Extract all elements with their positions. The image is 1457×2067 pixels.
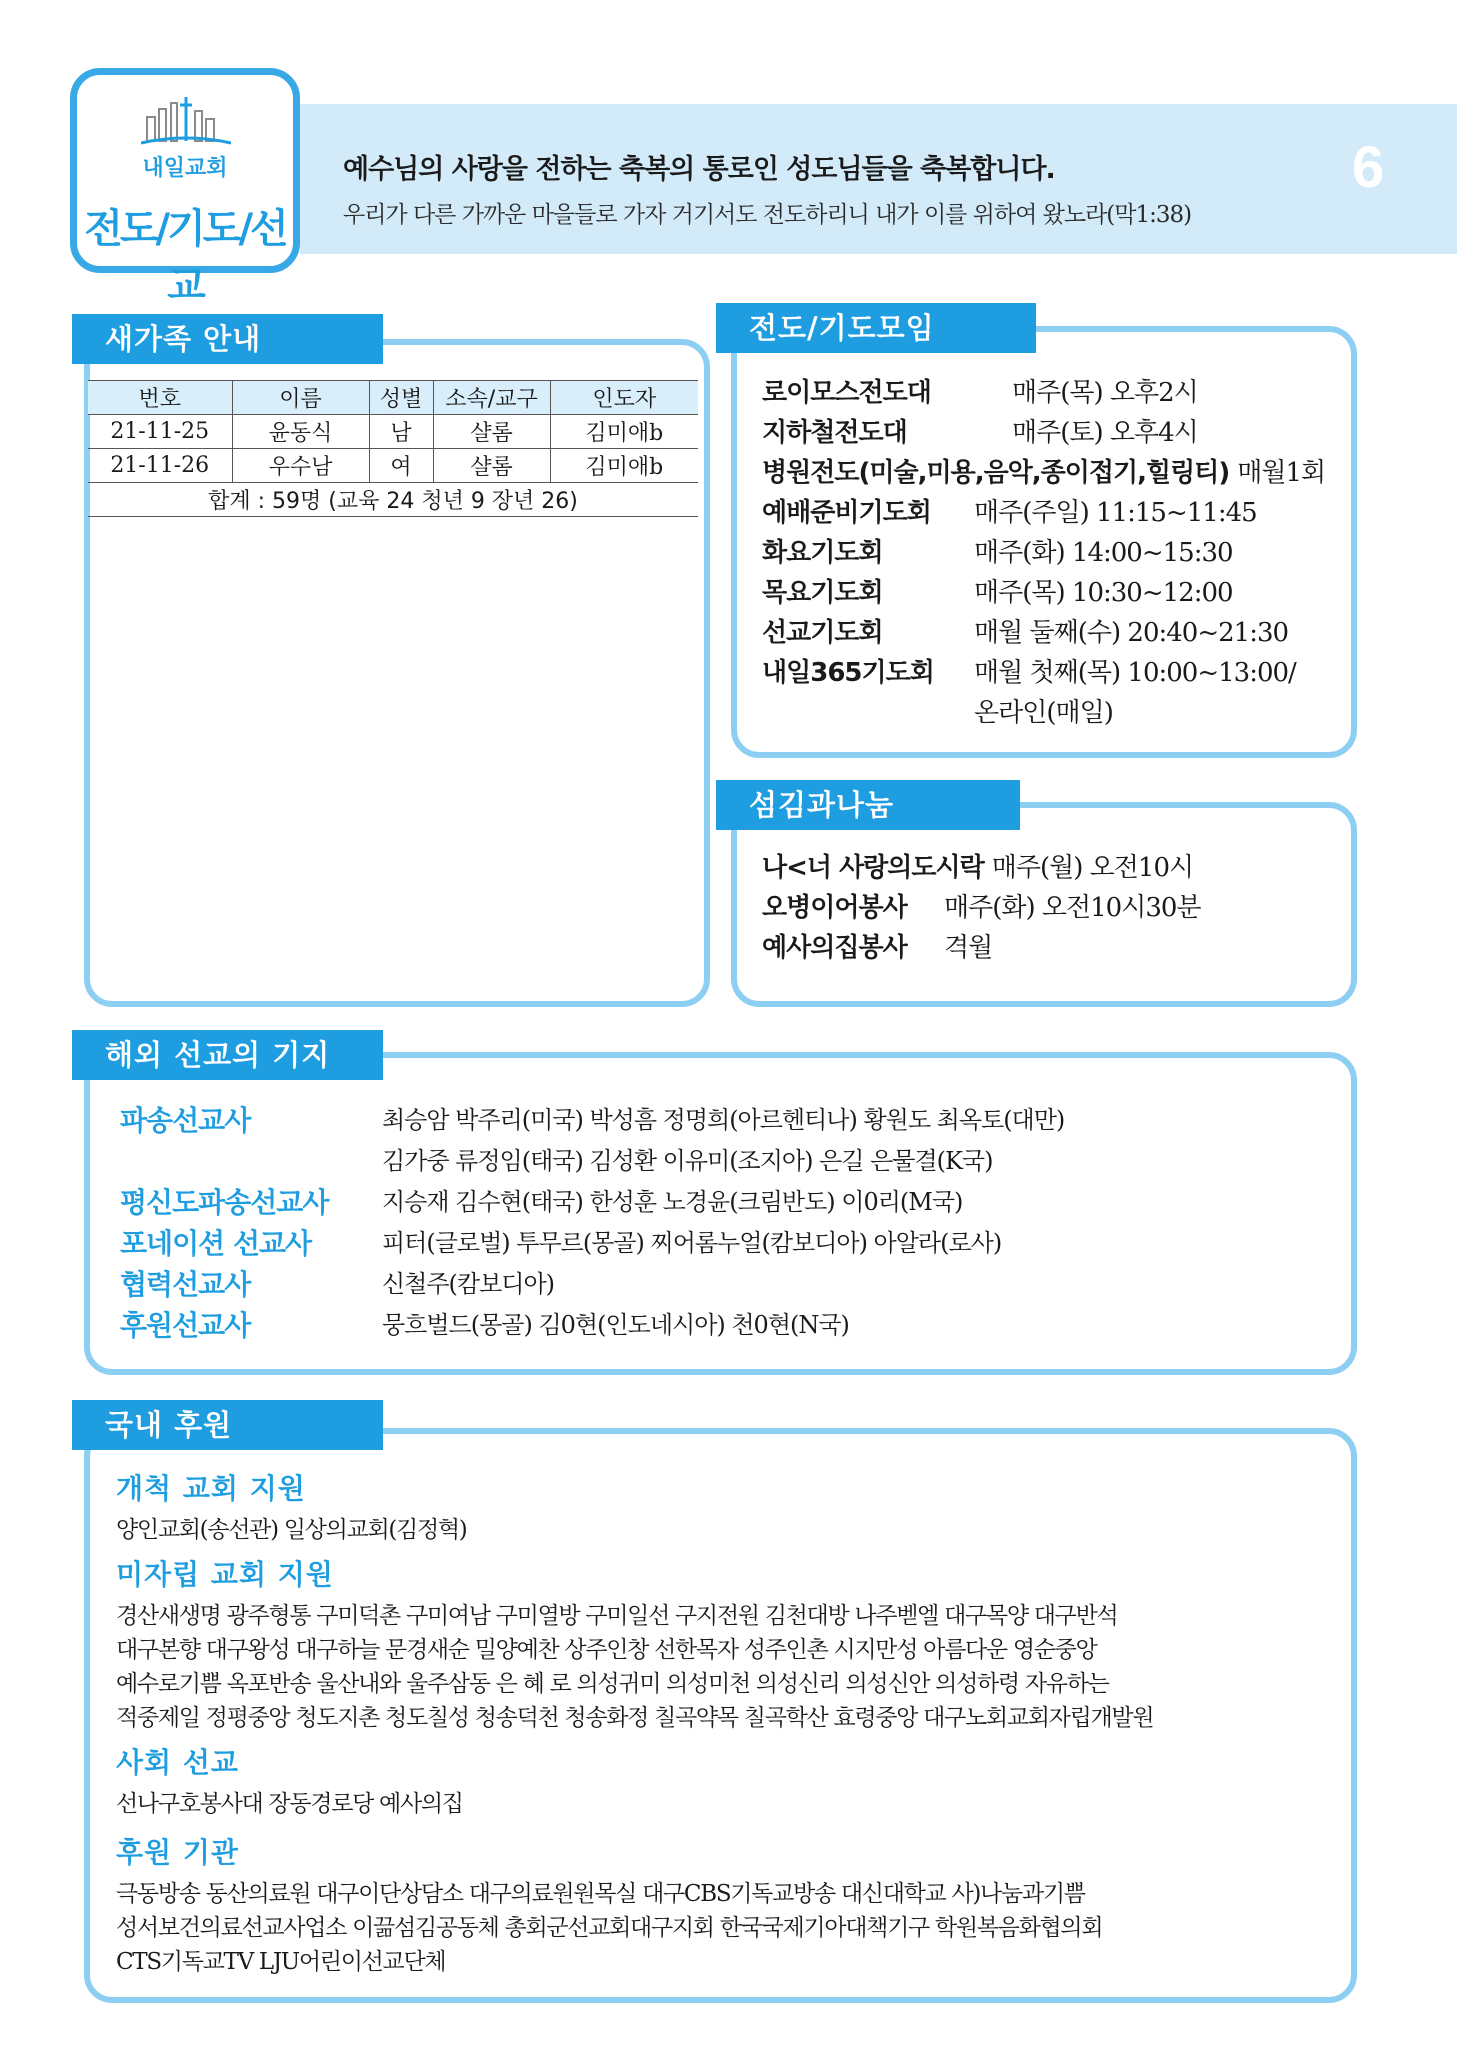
section-line: 극동방송 동산의료원 대구이단상담소 대구의료원원목실 대구CBS기독교방송 대신대학교 사)나눔과기쁨 — [116, 1881, 1085, 1907]
new-family-table — [88, 380, 698, 517]
meeting-time: 매주(목) 오후2시 — [1012, 378, 1198, 408]
meeting-name: 화요기도회 — [762, 538, 883, 568]
mission-names: 김가중 류정임(태국) 김성환 이유미(조지아) 은길 은물결(K국) — [382, 1147, 993, 1175]
meeting-name: 선교기도회 — [762, 618, 883, 648]
meeting-time: 매주(주일) 11:15~11:45 — [974, 498, 1257, 528]
cell-number: 21-11-25 — [88, 415, 232, 449]
list-item — [762, 533, 1325, 573]
section-heading-supported-orgs: 후원 기관 — [116, 1836, 239, 1869]
service-name: 오병이어봉사 — [762, 893, 907, 923]
mission-names: 신철주(캄보디아) — [382, 1270, 555, 1298]
col-guide: 인도자 — [550, 381, 698, 415]
list-item — [762, 653, 1325, 693]
cell-gender: 남 — [369, 415, 433, 449]
cell-district: 샬롬 — [433, 449, 550, 483]
section-line: 대구본향 대구왕성 대구하늘 문경새순 밀양예찬 상주인창 선한목자 성주인촌 시지만성 아름다운 영순중앙 — [116, 1637, 1097, 1663]
service-list — [762, 848, 1201, 968]
list-item — [762, 453, 1325, 493]
meeting-time-extra: 온라인(매일) — [974, 698, 1113, 728]
cell-district: 샬롬 — [433, 415, 550, 449]
list-item — [762, 573, 1325, 613]
list-item — [762, 848, 1201, 888]
domestic-support-tab: 국내 후원 — [72, 1400, 383, 1450]
header-main-text: 예수님의 사랑을 전하는 축복의 통로인 성도님들을 축복합니다. — [343, 154, 1055, 185]
prayer-meetings-list — [762, 373, 1325, 733]
service-name: 나<너 사랑의도시락 — [762, 853, 984, 883]
list-item — [762, 928, 1201, 968]
cell-name: 윤동식 — [232, 415, 369, 449]
col-number: 번호 — [88, 381, 232, 415]
logo-church-name: 내일교회 — [142, 156, 228, 181]
new-family-tab: 새가족 안내 — [72, 314, 383, 364]
col-gender: 성별 — [369, 381, 433, 415]
meeting-time: 매주(화) 14:00~15:30 — [974, 538, 1233, 568]
page-number: 6 — [1352, 135, 1385, 200]
section-heading-social-mission: 사회 선교 — [116, 1746, 239, 1779]
section-line: 선나구호봉사대 장동경로당 예사의집 — [116, 1791, 463, 1817]
section-heading-pioneer: 개척 교회 지원 — [116, 1472, 306, 1505]
mission-category: 후원선교사 — [120, 1309, 251, 1342]
cell-number: 21-11-26 — [88, 449, 232, 483]
meeting-name: 지하철전도대 — [762, 418, 907, 448]
table-row — [88, 449, 698, 483]
missions-tab: 해외 선교의 기지 — [72, 1030, 383, 1080]
section-line: 성서보건의료선교사업소 이끎섬김공동체 총회군선교회대구지회 한국국제기아대책기구 학원복음화협의회 — [116, 1915, 1103, 1941]
mission-names: 뭉흐벌드(몽골) 김0현(인도네시아) 천0현(N국) — [382, 1311, 849, 1339]
list-item — [762, 888, 1201, 928]
mission-names: 최승암 박주리(미국) 박성흠 정명희(아르헨티나) 황원도 최옥토(대만) — [382, 1106, 1065, 1134]
cell-gender: 여 — [369, 449, 433, 483]
service-name: 예사의집봉사 — [762, 933, 907, 963]
cell-name: 우수남 — [232, 449, 369, 483]
header-text — [343, 147, 1191, 229]
section-heading-unsupported-churches: 미자립 교회 지원 — [116, 1558, 334, 1591]
skyline-cross-icon — [141, 97, 231, 149]
service-tab: 섬김과나눔 — [716, 780, 1020, 830]
list-item — [762, 373, 1325, 413]
col-name: 이름 — [232, 381, 369, 415]
service-time: 매주(월) 오전10시 — [991, 853, 1194, 883]
church-logo — [70, 68, 300, 309]
total-summary: 합계 : 59명 (교육 24 청년 9 장년 26) — [88, 483, 698, 517]
list-item — [762, 613, 1325, 653]
list-item — [762, 493, 1325, 533]
mission-category: 파송선교사 — [120, 1104, 251, 1137]
section-line: 양인교회(송선관) 일상의교회(김정혁) — [116, 1517, 467, 1543]
mission-category: 협력선교사 — [120, 1268, 251, 1301]
header-verse: 우리가 다른 가까운 마을들로 가자 거기서도 전도하리니 내가 이를 위하여 왔노라(막1:38) — [343, 202, 1192, 228]
table-row — [88, 415, 698, 449]
meeting-time: 매월1회 — [1237, 458, 1326, 488]
section-line: CTS기독교TV LJU어린이선교단체 — [116, 1949, 446, 1975]
list-item-continued — [762, 693, 1325, 733]
meeting-name: 예배준비기도회 — [762, 498, 931, 528]
section-line: 예수로기쁨 옥포반송 울산내와 울주삼동 은 혜 로 의성귀미 의성미천 의성신리 의성신안 의성하령 자유하는 — [116, 1671, 1109, 1697]
service-time: 매주(화) 오전10시30분 — [944, 893, 1201, 923]
cell-guide: 김미애b — [550, 415, 698, 449]
table-total-row — [88, 483, 698, 517]
meeting-name: 로이모스전도대 — [762, 378, 931, 408]
mission-names: 지승재 김수현(태국) 한성훈 노경윤(크림반도) 이0리(M국) — [382, 1188, 963, 1216]
prayer-meetings-tab: 전도/기도모임 — [716, 303, 1036, 353]
meeting-time: 매월 둘째(수) 20:40~21:30 — [974, 618, 1289, 648]
cell-guide: 김미애b — [550, 449, 698, 483]
mission-names: 피터(글로벌) 투무르(몽골) 찌어롬누얼(캄보디아) 아알라(로사) — [382, 1229, 1002, 1257]
service-time: 격월 — [944, 933, 993, 963]
meeting-time: 매주(토) 오후4시 — [1012, 418, 1198, 448]
mission-category: 평신도파송선교사 — [120, 1186, 329, 1219]
section-line: 경산새생명 광주형통 구미덕촌 구미여남 구미열방 구미일선 구지전원 김천대방 나주벧엘 대구목양 대구반석 — [116, 1603, 1118, 1629]
meeting-time: 매월 첫째(목) 10:00~13:00/ — [974, 658, 1296, 688]
mission-category: 포네이션 선교사 — [120, 1227, 312, 1260]
section-line: 적중제일 정평중앙 청도지촌 청도칠성 청송덕천 청송화정 칠곡약목 칠곡학산 효령중앙 대구노회교회자립개발원 — [116, 1705, 1154, 1731]
table-header-row — [88, 381, 698, 415]
page-title: 전도/기도/선교 — [84, 206, 286, 309]
domestic-support-content — [116, 1465, 1356, 1979]
meeting-name: 내일365기도회 — [762, 658, 934, 688]
list-item — [762, 413, 1325, 453]
meeting-name: 병원전도(미술,미용,음악,종이접기,힐링티) — [762, 458, 1230, 488]
meeting-time: 매주(목) 10:30~12:00 — [974, 578, 1233, 608]
col-district: 소속/교구 — [433, 381, 550, 415]
meeting-name: 목요기도회 — [762, 578, 883, 608]
